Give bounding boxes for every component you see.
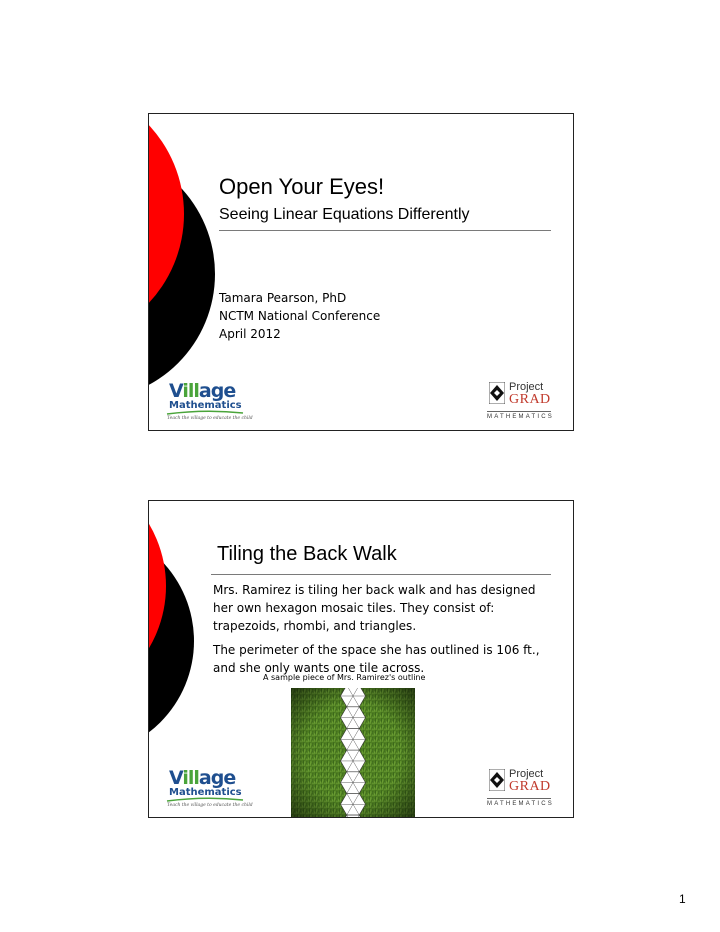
grad-cap-icon bbox=[489, 769, 505, 791]
village-logo-tagline: Teach the village to educate the child bbox=[167, 803, 253, 808]
grad-logo-name: GRAD bbox=[509, 779, 551, 794]
page-number: 1 bbox=[679, 892, 686, 906]
village-mathematics-logo bbox=[165, 380, 253, 428]
slide-title-text: Tiling the Back Walk bbox=[217, 543, 397, 565]
grad-logo-project: Project bbox=[509, 381, 544, 393]
grad-logo-project: Project bbox=[509, 768, 544, 780]
image-caption: A sample piece of Mrs. Ramirez's outline bbox=[263, 673, 426, 682]
project-grad-logo bbox=[487, 768, 555, 816]
body-paragraph: The perimeter of the space she has outlined is 106 ft., and she only wants one tile across. bbox=[213, 643, 540, 675]
grad-logo-divider bbox=[487, 798, 551, 799]
event-date: April 2012 bbox=[219, 327, 281, 341]
grad-logo-divider bbox=[487, 411, 551, 412]
title-divider bbox=[219, 230, 551, 231]
grad-logo-name: GRAD bbox=[509, 392, 551, 407]
village-logo-sub: Mathematics bbox=[169, 787, 242, 798]
event-name: NCTM National Conference bbox=[219, 309, 381, 323]
slide-tiling bbox=[148, 500, 574, 818]
project-grad-logo bbox=[487, 381, 555, 429]
grad-logo-sub: MATHEMATICS bbox=[487, 801, 554, 807]
slide-body bbox=[213, 581, 553, 683]
slide-title bbox=[148, 113, 574, 431]
author-name: Tamara Pearson, PhD bbox=[219, 291, 347, 305]
author-block bbox=[219, 289, 380, 343]
village-logo-sub: Mathematics bbox=[169, 400, 242, 411]
village-mathematics-logo bbox=[165, 767, 253, 815]
body-paragraph: Mrs. Ramirez is tiling her back walk and has designed her own hexagon mosaic tiles. They consist of: trapezoids, rhombi, and triangles. bbox=[213, 583, 536, 633]
village-logo-word: Village bbox=[169, 380, 236, 402]
village-logo-tagline: Teach the village to educate the child bbox=[167, 416, 253, 421]
slide-title-text: Open Your Eyes! bbox=[219, 174, 385, 199]
title-divider bbox=[211, 574, 551, 575]
slide-subtitle: Seeing Linear Equations Differently bbox=[219, 206, 470, 223]
village-logo-word: Village bbox=[169, 767, 236, 789]
grad-cap-icon bbox=[489, 382, 505, 404]
grad-logo-sub: MATHEMATICS bbox=[487, 414, 554, 420]
grass-tile-image bbox=[291, 688, 415, 817]
